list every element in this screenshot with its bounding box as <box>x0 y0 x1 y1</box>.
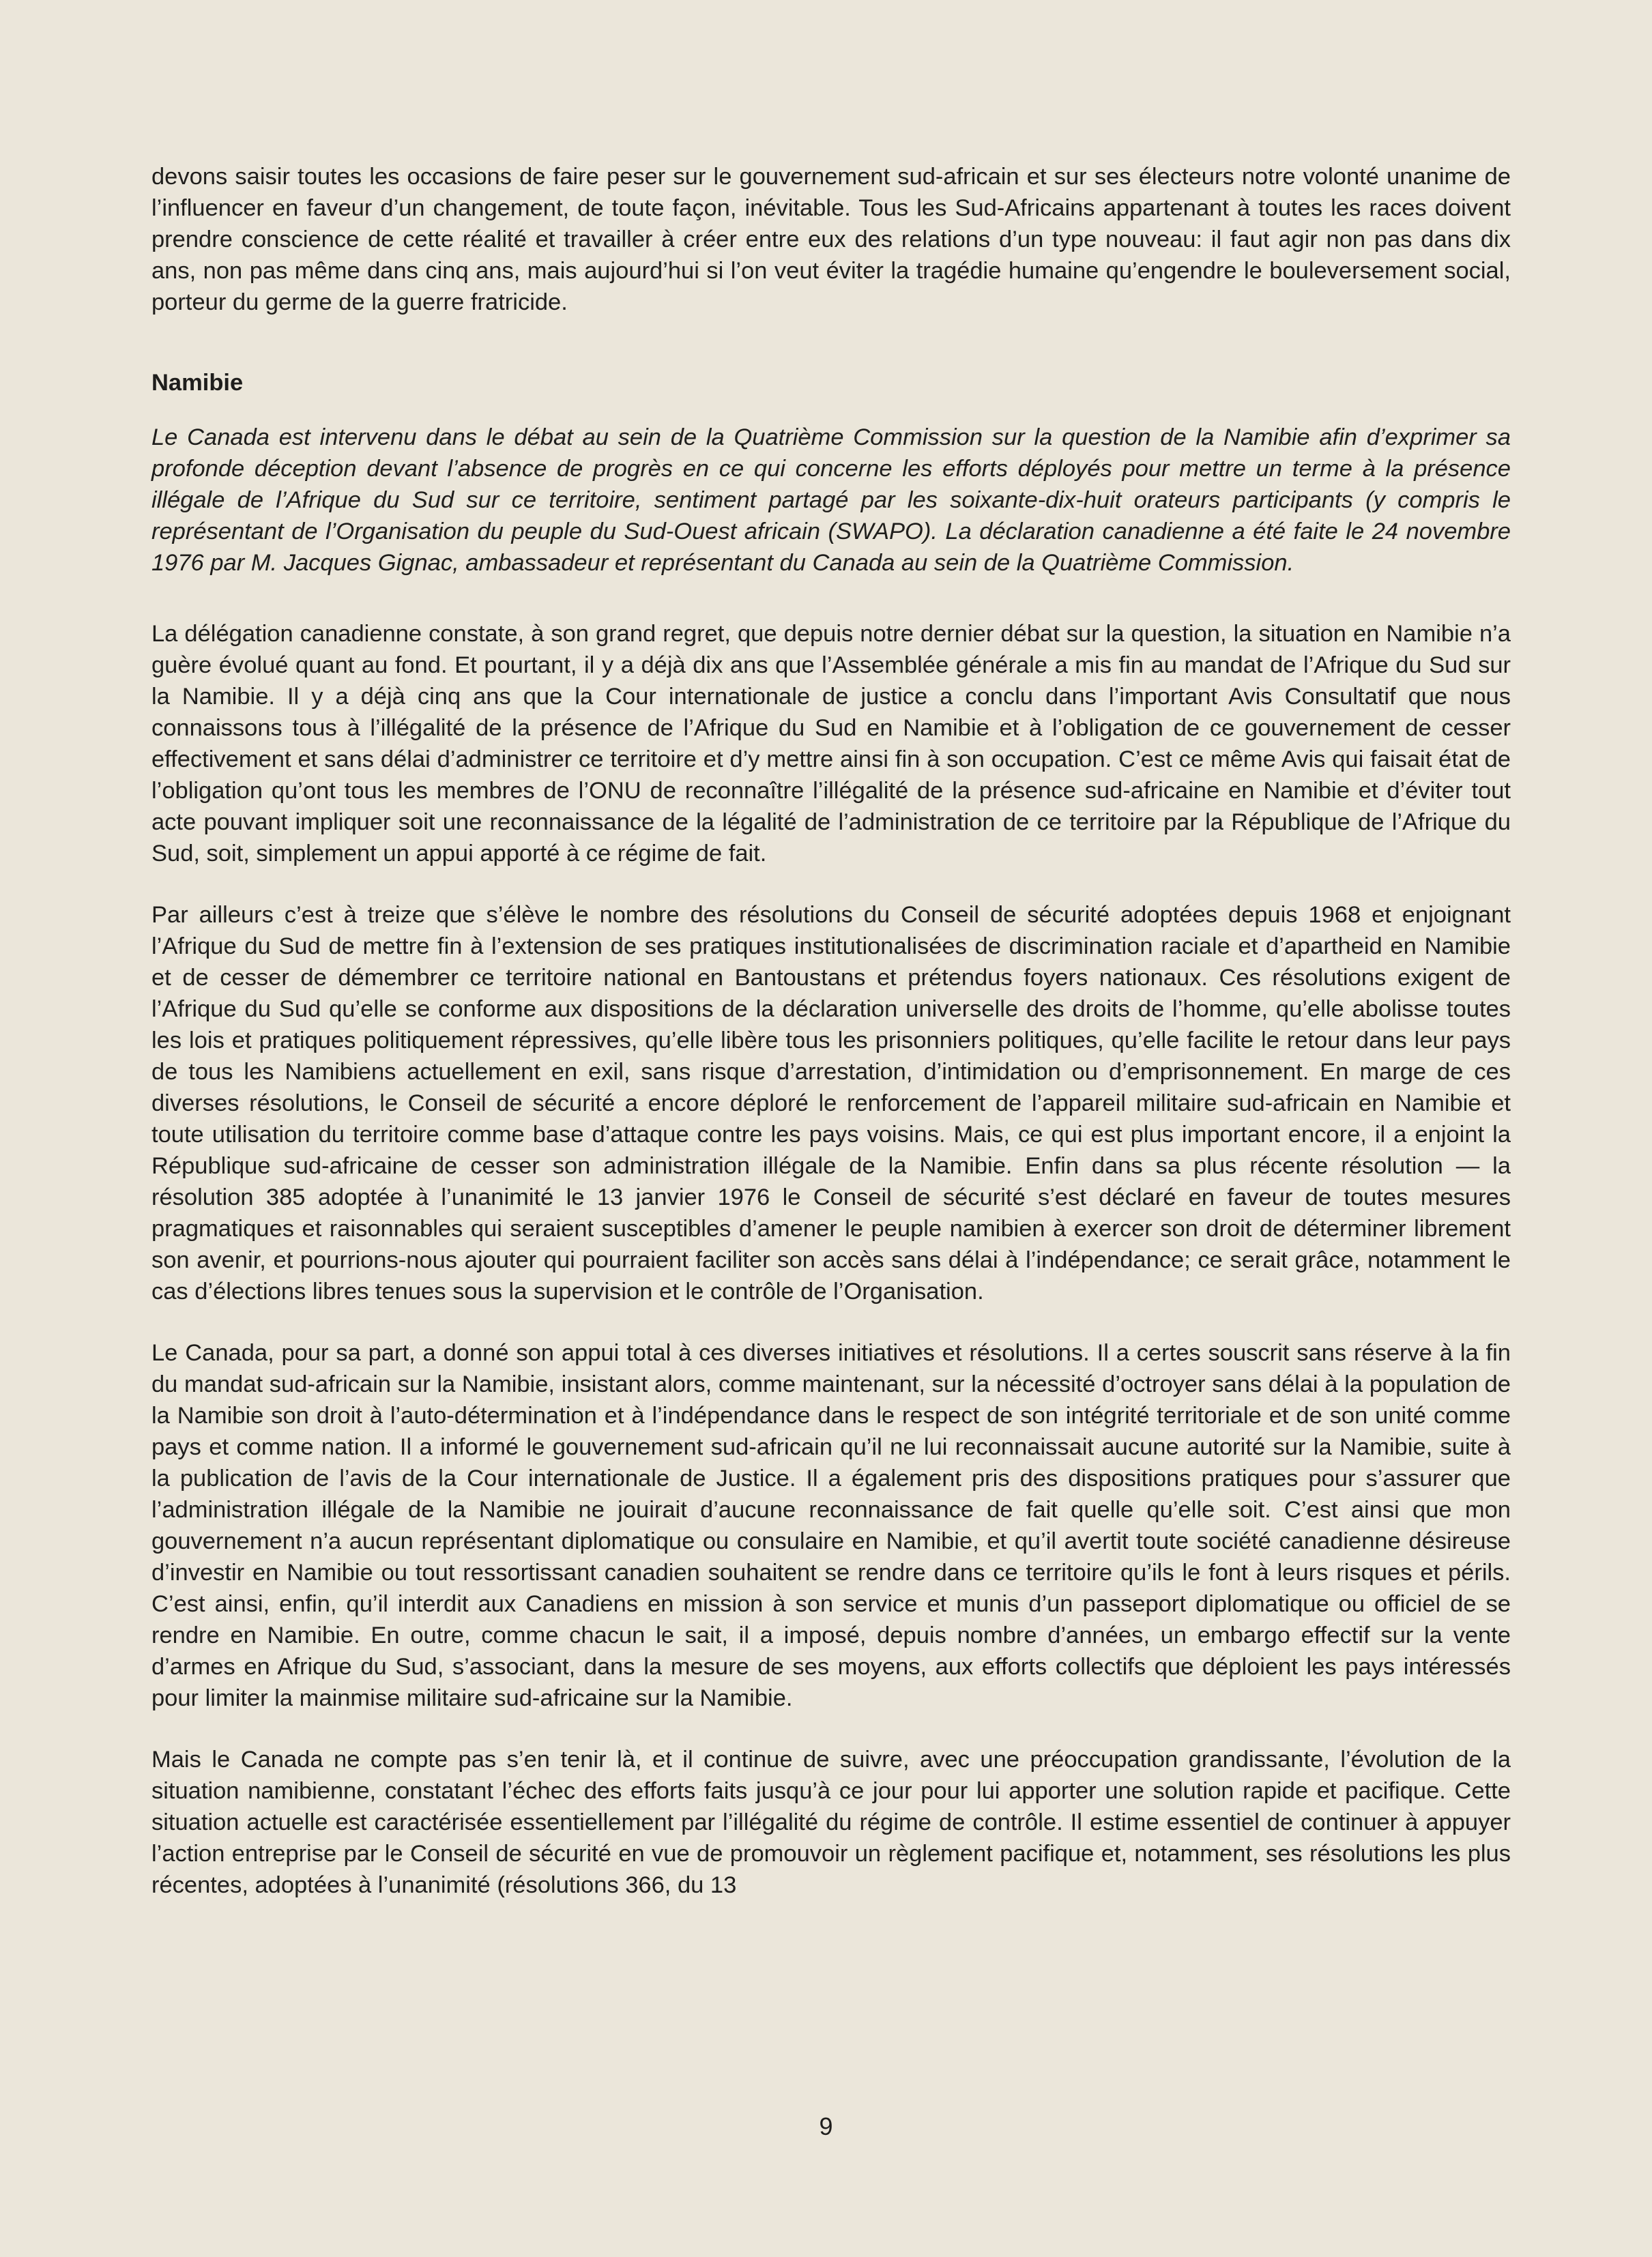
body-paragraph: Mais le Canada ne compte pas s’en tenir là, et il continue de suivre, avec une préoccupation grandissante, l’évolution de la situation namibienne, constatant l’échec des efforts faits jusqu’à ce jour pour lui apporter une solution rapide et pacifique. Cette situation actuelle est caractérisée essentiellement par l’illégalité du régime de contrôle. Il estime essentiel de continuer à appuyer l’action entreprise par le Conseil de sécurité en vue de promouvoir un règlement pacifique et, notamment, ses résolutions les plus récentes, adoptées à l’unanimité (résolutions 366, du 13 <box>151 1747 1511 1898</box>
lead-paragraph: Le Canada est intervenu dans le débat au sein de la Quatrième Commission sur la question de la Namibie afin d’exprimer sa profonde déception devant l’absence de progrès en ce qui concerne les efforts déployés pour mettre un terme à la présence illégale de l’Afrique du Sud sur ce territoire, sentiment partagé par les soixante-dix-huit orateurs participants (y compris le représentant de l’Organisation du peuple du Sud-Ouest africain (SWAPO). La déclaration canadienne a été faite le 24 novembre 1976 par M. Jacques Gignac, ambassadeur et représentant du Canada au sein de la Quatrième Commission. <box>151 424 1511 576</box>
document-body <box>151 161 1511 1931</box>
body-paragraph: Par ailleurs c’est à treize que s’élève le nombre des résolutions du Conseil de sécurité adoptées depuis 1968 et enjoignant l’Afrique du Sud de mettre fin à l’extension de ses pratiques institutionalisées de discrimination raciale et d’apartheid en Namibie et de cesser de démembrer ce territoire national en Bantoustans et prétendus foyers nationaux. Ces résolutions exigent de l’Afrique du Sud qu’elle se conforme aux dispositions de la déclaration universelle des droits de l’homme, qu’elle abolisse toutes les lois et pratiques politiquement répressives, qu’elle libère tous les prisonniers politiques, qu’elle facilite le retour dans leur pays de tous les Namibiens actuellement en exil, sans risque d’arrestation, d’intimidation ou d’emprisonnement. En marge de ces diverses résolutions, le Conseil de sécurité a encore déploré le renforcement de l’appareil militaire sud-africain en Namibie et toute utilisation du territoire comme base d’attaque contre les pays voisins. Mais, ce qui est plus important encore, il a enjoint la République sud-africaine de cesser son administration illégale de la Namibie. Enfin dans sa plus récente résolution — la résolution 385 adoptée à l’unanimité le 13 janvier 1976 le Conseil de sécurité s’est déclaré en faveur de toutes mesures pragmatiques et raisonnables qui seraient susceptibles d’amener le peuple namibien à exercer son droit de déterminer librement son avenir, et pourrions-nous ajouter qui pourraient faciliter son accès sans délai à l’indépendance; ce serait grâce, notamment le cas d’élections libres tenues sous la supervision et le contrôle de l’Organisation. <box>151 902 1511 1305</box>
section-heading: Namibie <box>151 370 244 396</box>
body-paragraph: Le Canada, pour sa part, a donné son appui total à ces diverses initiatives et résolutions. Il a certes souscrit sans réserve à la fin du mandat sud-africain sur la Namibie, insistant alors, comme maintenant, sur la nécessité d’octroyer sans délai à la population de la Namibie son droit à l’auto-détermination et à l’indépendance dans le respect de son intégrité territoriale et de son unité comme pays et comme nation. Il a informé le gouvernement sud-africain qu’il ne lui reconnaissait aucune autorité sur la Namibie, suite à la publication de l’avis de la Cour internationale de Justice. Il a également pris des dispositions pratiques pour s’assurer que l’administration illégale de la Namibie ne jouirait d’aucune reconnaissance de fait quelle qu’elle soit. C’est ainsi que mon gouvernement n’a aucun représentant diplomatique ou consulaire en Namibie, et qu’il avertit toute société canadienne désireuse d’investir en Namibie ou tout ressortissant canadien souhaitent se rendre dans ce territoire qu’ils le font à leurs risques et périls. C’est ainsi, enfin, qu’il interdit aux Canadiens en mission à son service et munis d’un passeport diplomatique ou officiel de se rendre en Namibie. En outre, comme chacun le sait, il a imposé, depuis nombre d’années, un embargo effectif sur la vente d’armes en Afrique du Sud, s’associant, dans la mesure de ses moyens, aux efforts collectifs que déploient les pays intéressés pour limiter la mainmise militaire sud-africaine sur la Namibie. <box>151 1340 1511 1711</box>
intro-paragraph: devons saisir toutes les occasions de faire peser sur le gouvernement sud-africain et sur ses électeurs notre volonté unanime de l’influencer en faveur d’un changement, de toute façon, inévitable. Tous les Sud-Africains appartenant à toutes les races doivent prendre conscience de cette réalité et travailler à créer entre eux des relations d’un type nouveau: il faut agir non pas dans dix ans, non pas même dans cinq ans, mais aujourd’hui si l’on veut éviter la tragédie humaine qu’engendre le bouleversement social, porteur du germe de la guerre fratricide. <box>151 164 1511 315</box>
body-paragraph: La délégation canadienne constate, à son grand regret, que depuis notre dernier débat sur la question, la situation en Namibie n’a guère évolué quant au fond. Et pourtant, il y a déjà dix ans que l’Assemblée générale a mis fin au mandat de l’Afrique du Sud sur la Namibie. Il y a déjà cinq ans que la Cour internationale de justice a conclu dans l’important Avis Consultatif que nous connaissons tous à l’illégalité de la présence de l’Afrique du Sud en Namibie et à l’obligation de ce gouvernement de cesser effectivement et sans délai d’administrer ce territoire et d’y mettre ainsi fin à son occupation. C’est ce même Avis qui faisait état de l’obligation qu’ont tous les membres de l’ONU de reconnaître l’illégalité de la présence sud-africaine en Namibie et d’éviter tout acte pouvant impliquer soit une reconnaissance de la légalité de l’administration de ce territoire par la République de l’Afrique du Sud, soit, simplement un appui apporté à ce régime de fait. <box>151 621 1511 867</box>
page-number: 9 <box>819 2112 833 2140</box>
